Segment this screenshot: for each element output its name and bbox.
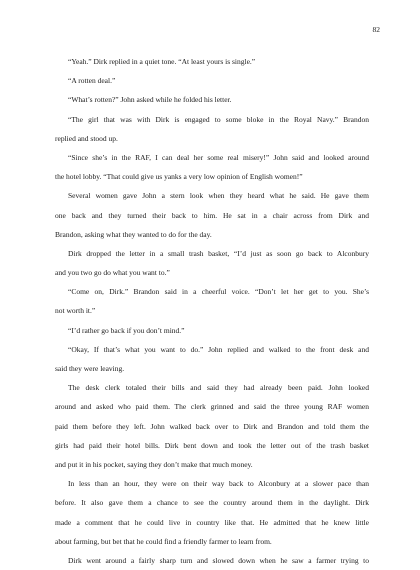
text-line: The desk clerk totaled their bills and said they had already been paid. John looked	[68, 383, 369, 393]
text-line: one back and they turned their back to him. He sat in a chair across from Dirk and	[55, 210, 369, 220]
text-line: about farming, but bet that he could find a friendly farmer to learn from.	[55, 536, 272, 546]
text-line: before. It also gave them a chance to see the country around them in the daylight. Dirk	[55, 498, 369, 508]
text-line: “Yeah.” Dirk replied in a quiet tone. “At least yours is single.”	[68, 57, 256, 66]
text-line: Brandon, asking what they wanted to do for the day.	[55, 229, 212, 239]
text-line: said they were leaving.	[55, 364, 125, 373]
text-line: Several women gave John a stern look when they heard what he said. He gave them	[68, 191, 369, 201]
text-line: “Come on, Dirk.” Brandon said in a cheerful voice. “Don’t let her get to you. She’s	[68, 287, 369, 297]
text-line: “What’s rotten?” John asked while he folded his letter.	[68, 95, 232, 105]
text-line: “Since she’s in the RAF, I can deal her some real misery!” John said and looked around	[68, 152, 369, 162]
text-line: the hotel lobby. “That could give us yanks a very low opinion of English women!”	[55, 172, 303, 182]
text-line: replied and stood up.	[55, 133, 118, 143]
text-line: In less than an hour, they were on their way back to Alconbury at a slower pace than	[68, 479, 369, 489]
text-line: Dirk dropped the letter in a small trash basket, “I’d just as soon go back to Alconbury	[68, 248, 369, 258]
body-text	[55, 52, 369, 570]
text-line: girls had paid their hotel bills. Dirk bent down and took the letter out of the trash basket	[55, 440, 369, 450]
text-line: around and asked who paid them. The clerk grinned and said the three young RAF women	[55, 402, 369, 412]
page-number: 82	[372, 25, 380, 34]
text-line: “A rotten deal.”	[68, 76, 116, 86]
text-line: and put it in his pocket, saying they don’t make that much money.	[55, 459, 253, 469]
text-line: “I’d rather go back if you don’t mind.”	[68, 325, 185, 335]
text-line: Dirk went around a fairly sharp turn and slowed down when he saw a farmer trying to	[68, 555, 369, 565]
text-line: “Okay, If that’s what you want to do.” John replied and walked to the front desk and	[68, 344, 369, 354]
text-line: and you two go do what you want to.”	[55, 268, 170, 278]
text-line: paid them before they left. John walked back over to Dirk and Brandon and told them the	[55, 421, 369, 431]
text-line: “The girl that was with Dirk is engaged to some bloke in the Royal Navy.” Brandon	[68, 114, 369, 124]
text-line: not worth it.”	[55, 306, 96, 316]
text-line: made a comment that he could live in country like that. He admitted that he knew little	[55, 517, 369, 527]
